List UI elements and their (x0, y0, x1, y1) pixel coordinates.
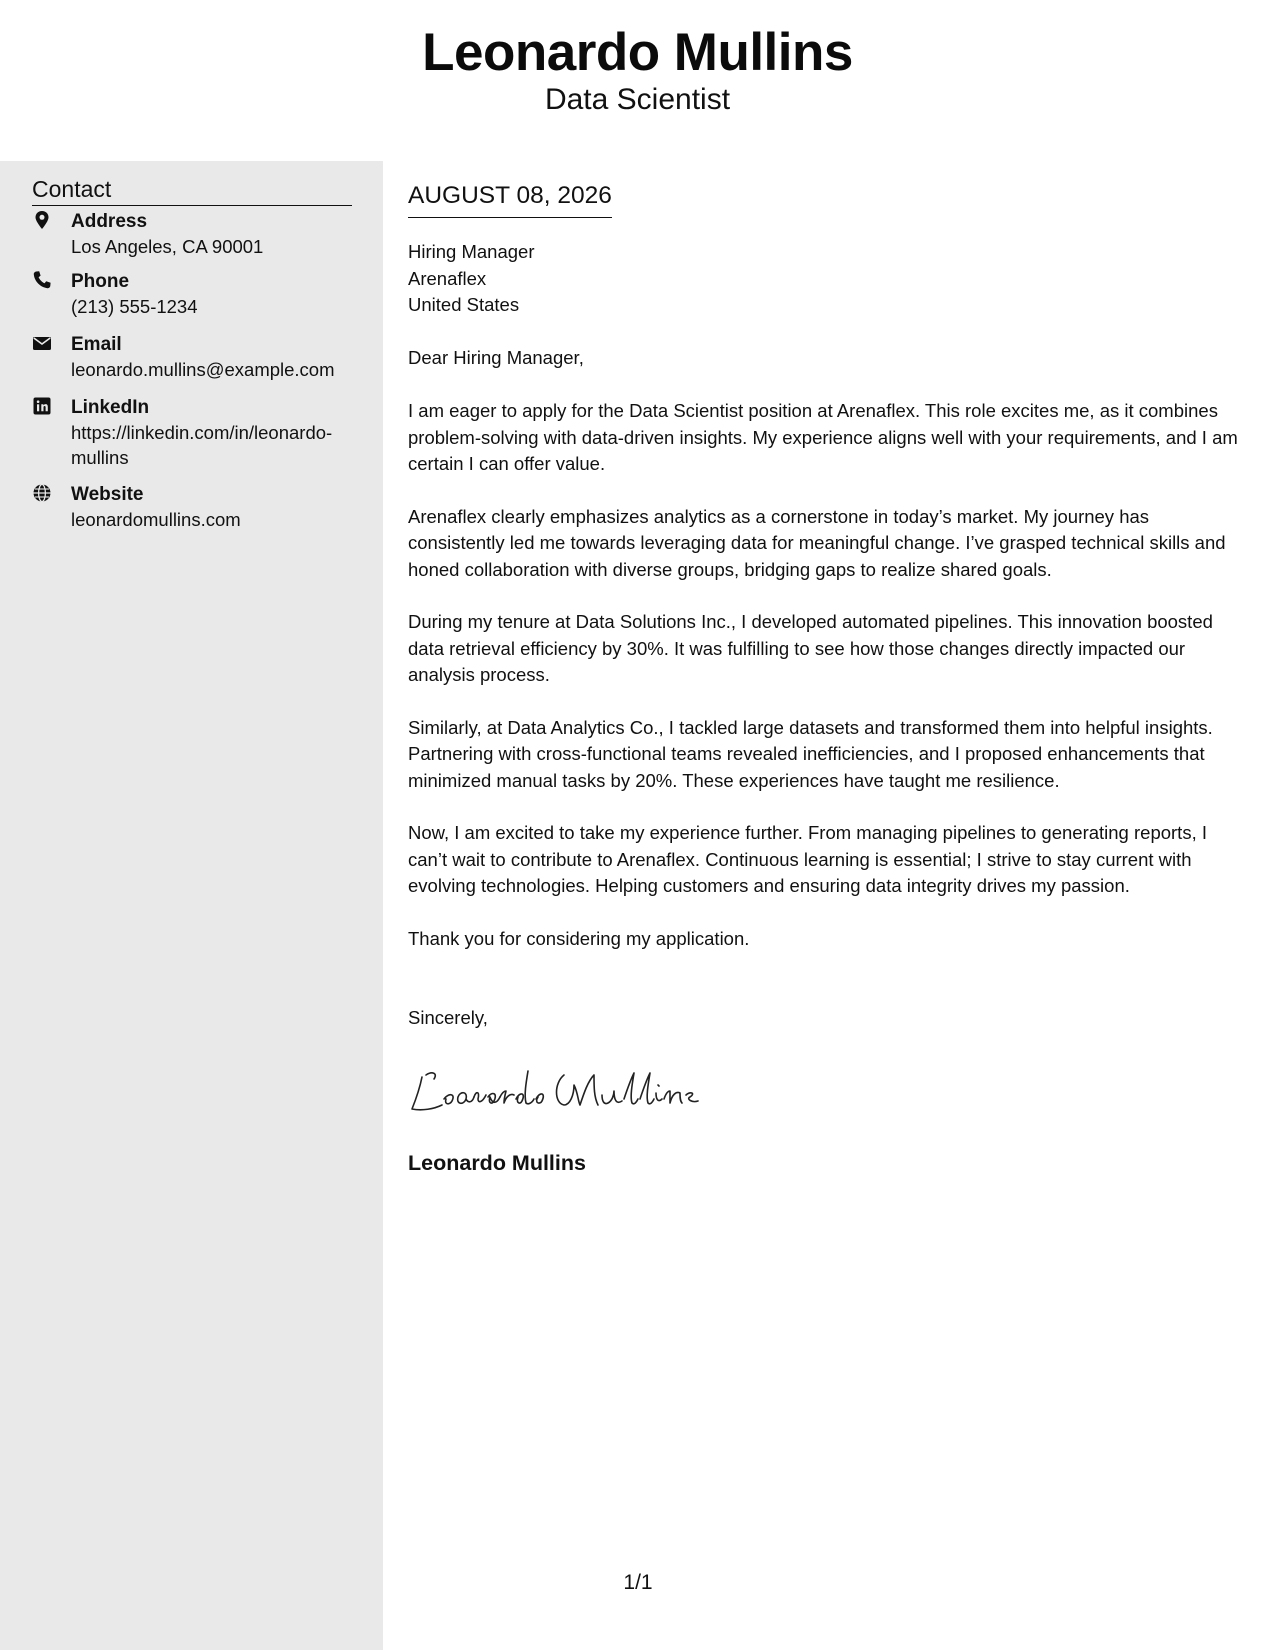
body-paragraph: Now, I am excited to take my experience further. From managing pipelines to generating reports, I can’t wait to contribute to Arenaflex. Continuous learning is essential; I strive to stay current with evolving technologies. Helping customers and ensuring data integrity drives my passion. (408, 822, 1207, 896)
applicant-title: Data Scientist (544, 83, 731, 116)
body-paragraph: Arenaflex clearly emphasizes analytics as a cornerstone in today’s market. My journey has consistently led me towards leveraging data for meaningful change. I’ve grasped technical skills and honed collaboration with diverse groups, bridging gaps to realize shared goals. (408, 505, 1226, 580)
contact-label: Phone (71, 271, 130, 292)
linkedin-icon (32, 396, 52, 416)
contact-label: Address (71, 211, 148, 232)
recipient-block (408, 239, 534, 319)
envelope-icon (32, 333, 52, 353)
closing: Sincerely, (408, 1007, 488, 1028)
recipient-line: United States (408, 294, 520, 315)
contact-label: LinkedIn (71, 397, 150, 418)
contact-label: Website (71, 484, 144, 505)
contact-value: (213) 555-1234 (71, 296, 198, 317)
globe-icon (32, 483, 52, 503)
body-paragraph: During my tenure at Data Solutions Inc., I developed automated pipelines. This innovation boosted data retrieval efficiency by 30%. It was fulfilling to see how those changes directly impacted our analysis process. (408, 611, 1213, 685)
contact-heading: Contact (32, 175, 352, 206)
contact-value: leonardo.mullins@example.com (71, 359, 335, 380)
contact-value: https://linkedin.com/in/leonardo-mullins (71, 422, 333, 468)
signed-name: Leonardo Mullins (408, 1151, 586, 1175)
handwritten-signature (408, 1061, 708, 1121)
salutation: Dear Hiring Manager, (408, 347, 584, 368)
letter-date: AUGUST 08, 2026 (408, 181, 612, 218)
body-paragraph: I am eager to apply for the Data Scientist position at Arenaflex. This role excites me, as it combines problem-solving with data-driven insights. My experience aligns well with your requirements, and I am certain I can offer value. (408, 400, 1238, 474)
phone-icon (32, 270, 52, 290)
body-paragraph: Thank you for considering my application. (408, 927, 750, 949)
letter-header (0, 0, 1275, 161)
body-paragraph: Similarly, at Data Analytics Co., I tackled large datasets and transformed them into helpful insights. Partnering with cross-functional teams revealed inefficiencies, and I proposed enhancements that minimized manual tasks by 20%. These experiences have taught me resilience. (408, 716, 1213, 791)
contact-sidebar (0, 161, 383, 1650)
page-number: 1/1 (623, 1571, 653, 1594)
recipient-line: Arenaflex (408, 267, 487, 289)
contact-label: Email (71, 334, 122, 355)
applicant-name: Leonardo Mullins (422, 23, 853, 82)
recipient-line: Hiring Manager (408, 241, 535, 262)
contact-value: leonardomullins.com (71, 509, 241, 530)
letter-paragraphs (408, 398, 1246, 978)
contact-value: Los Angeles, CA 90001 (71, 236, 264, 257)
map-pin-icon (32, 210, 52, 230)
